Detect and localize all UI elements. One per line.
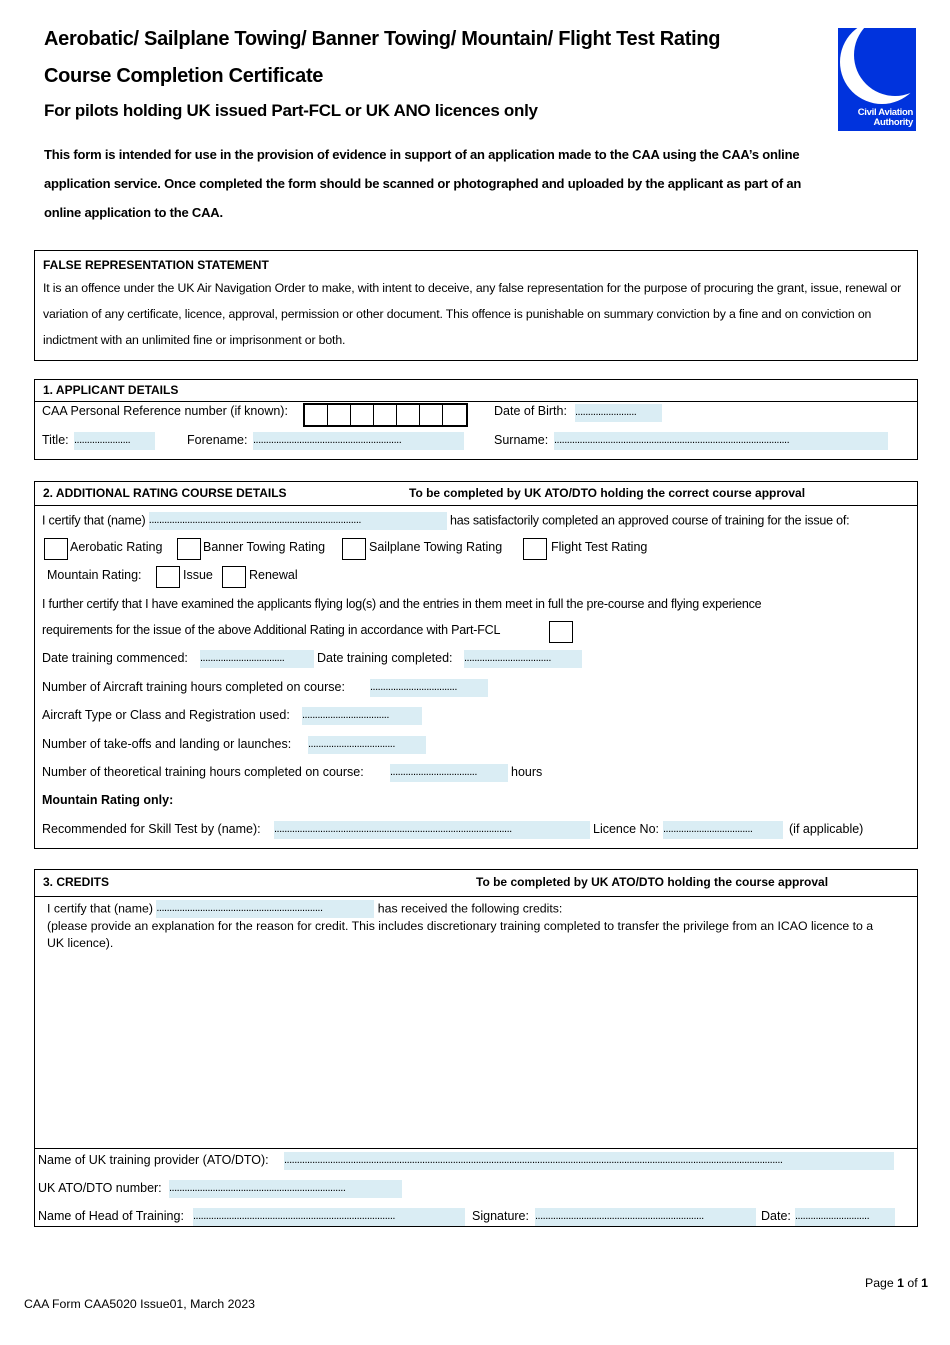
- aerobatic-rating-label: Aerobatic Rating: [70, 540, 163, 554]
- mountain-issue-label: Issue: [183, 568, 213, 582]
- credits-explanation: (please provide an explanation for the reason for credit. This includes discretionary training completed to transfer the privilege from an ICAO licence to a UK licence).: [47, 919, 874, 950]
- mountain-only-heading: Mountain Rating only:: [42, 793, 174, 807]
- credits-text-area[interactable]: [44, 960, 912, 1144]
- logo-text-line1: Civil Aviation: [857, 107, 913, 118]
- certify-prefix: I certify that (name): [42, 513, 146, 528]
- aircraft-hours-label: Number of Aircraft training hours completed on course:: [42, 680, 345, 694]
- head-of-training-label: Name of Head of Training:: [38, 1209, 184, 1223]
- provider-field[interactable]: ...................................................................................................................................................................................................: [284, 1152, 894, 1170]
- false-representation-heading: FALSE REPRESENTATION STATEMENT: [43, 258, 269, 272]
- date-field[interactable]: .............................: [795, 1208, 895, 1226]
- intro-text: This form is intended for use in the provision of evidence in support of an application made to the CAA using the CAA’s online application service. Once completed the form should be scanned or photographed and uploaded by the applicant as part of an online application to the CAA.: [44, 147, 802, 220]
- signature-label: Signature:: [472, 1209, 529, 1223]
- further-certify-line1: I further certify that I have examined the applicants flying log(s) and the entries in them meet in full the pre-course and flying experience: [42, 597, 762, 611]
- ato-number-field[interactable]: .....................................................................: [169, 1180, 402, 1198]
- credits-certify-line: [47, 900, 562, 918]
- theory-hours-field[interactable]: ..................................: [390, 764, 508, 782]
- form-reference: CAA Form CAA5020 Issue01, March 2023: [24, 1297, 256, 1311]
- page-current: 1: [897, 1276, 904, 1290]
- ref-number-label: CAA Personal Reference number (if known):: [42, 404, 288, 418]
- aerobatic-rating-checkbox[interactable]: [44, 538, 68, 560]
- page-of: of: [907, 1276, 918, 1290]
- licence-field[interactable]: ...................................: [663, 821, 783, 839]
- aircraft-hours-field[interactable]: ..................................: [370, 679, 488, 697]
- head-of-training-field[interactable]: ...............................................................................: [193, 1208, 465, 1226]
- dob-label: Date of Birth:: [494, 404, 567, 418]
- theory-hours-suffix: hours: [511, 765, 543, 779]
- form-title-line2: Course Completion Certificate: [44, 65, 324, 87]
- certify-name-field[interactable]: ...................................................................................: [149, 512, 447, 530]
- surname-field[interactable]: ............................................................................................: [554, 432, 888, 450]
- mountain-rating-label: Mountain Rating:: [47, 568, 142, 582]
- form-subtitle: For pilots holding UK issued Part-FCL or UK ANO licences only: [44, 101, 538, 120]
- ato-number-label: UK ATO/DTO number:: [38, 1181, 162, 1195]
- date-completed-field[interactable]: ..................................: [464, 650, 582, 668]
- credits-certify-suffix: has received the following credits:: [377, 901, 563, 916]
- logo-text: [858, 108, 913, 128]
- sailplane-towing-rating-label: Sailplane Towing Rating: [369, 540, 503, 554]
- page-total: 1: [921, 1276, 928, 1290]
- date-label: Date:: [761, 1209, 791, 1223]
- dob-field[interactable]: ........................: [575, 404, 662, 422]
- provider-label: Name of UK training provider (ATO/DTO):: [38, 1153, 269, 1167]
- course-heading-note: To be completed by UK ATO/DTO holding the correct course approval: [409, 486, 806, 500]
- false-representation-box: [34, 250, 918, 361]
- section-heading: [35, 870, 917, 897]
- section-heading: [35, 482, 917, 506]
- forename-label: Forename:: [187, 433, 248, 447]
- takeoffs-field[interactable]: ..................................: [308, 736, 426, 754]
- certify-suffix: has satisfactorily completed an approved course of training for the issue of:: [450, 513, 850, 528]
- date-completed-label: Date training completed:: [317, 651, 453, 665]
- section-heading: 1. APPLICANT DETAILS: [35, 380, 917, 402]
- recommended-field[interactable]: .............................................................................................: [274, 821, 590, 839]
- title-field[interactable]: ......................: [74, 432, 155, 450]
- credits-heading-note: To be completed by UK ATO/DTO holding the course approval: [476, 875, 829, 889]
- recommended-label: Recommended for Skill Test by (name):: [42, 822, 261, 836]
- licence-suffix: (if applicable): [789, 822, 864, 836]
- sailplane-towing-rating-checkbox[interactable]: [342, 538, 366, 560]
- banner-towing-rating-label: Banner Towing Rating: [203, 540, 326, 554]
- licence-label: Licence No:: [593, 822, 660, 836]
- further-certify-line2: requirements for the issue of the above Additional Rating in accordance with Part-FCL: [42, 623, 501, 637]
- credits-certify-prefix: I certify that (name): [47, 901, 153, 916]
- signature-field[interactable]: ..................................................................: [535, 1208, 756, 1226]
- ref-number-input[interactable]: [303, 403, 468, 427]
- credits-name-field[interactable]: .................................................................: [156, 900, 374, 918]
- banner-towing-rating-checkbox[interactable]: [177, 538, 201, 560]
- aircraft-type-label: Aircraft Type or Class and Registration used:: [42, 708, 290, 722]
- date-commenced-field[interactable]: .................................: [200, 650, 314, 668]
- caa-logo: [838, 28, 916, 131]
- form-title: Aerobatic/ Sailplane Towing/ Banner Towing/ Mountain/ Flight Test Rating: [44, 28, 721, 50]
- forename-field[interactable]: ..........................................................: [253, 432, 464, 450]
- title-label: Title:: [42, 433, 69, 447]
- credits-heading: 3. CREDITS: [43, 875, 110, 889]
- part-fcl-confirm-checkbox[interactable]: [549, 621, 573, 643]
- logo-text-line2: Authority: [873, 117, 913, 128]
- mountain-renewal-label: Renewal: [249, 568, 298, 582]
- course-heading: 2. ADDITIONAL RATING COURSE DETAILS: [43, 486, 287, 500]
- mountain-renewal-checkbox[interactable]: [222, 566, 246, 588]
- page-number: [865, 1276, 928, 1290]
- false-representation-body: It is an offence under the UK Air Navigation Order to make, with intent to deceive, any false representation for the purpose of procuring the grant, issue, renewal or variation of any certificate, licence, approval, permission or other document. This offence is punishable on summary conviction by a fine and on conviction on indictment with an unlimited fine or imprisonment or both.: [43, 281, 902, 347]
- flight-test-rating-label: Flight Test Rating: [551, 540, 648, 554]
- date-commenced-label: Date training commenced:: [42, 651, 188, 665]
- theory-hours-label: Number of theoretical training hours completed on course:: [42, 765, 364, 779]
- aircraft-type-field[interactable]: ..................................: [302, 707, 422, 725]
- page-prefix: Page: [865, 1276, 894, 1290]
- flight-test-rating-checkbox[interactable]: [523, 538, 547, 560]
- course-certify-line: [42, 512, 849, 530]
- credits-divider: [35, 1148, 917, 1149]
- surname-label: Surname:: [494, 433, 549, 447]
- mountain-issue-checkbox[interactable]: [156, 566, 180, 588]
- takeoffs-label: Number of take-offs and landing or launches:: [42, 737, 292, 751]
